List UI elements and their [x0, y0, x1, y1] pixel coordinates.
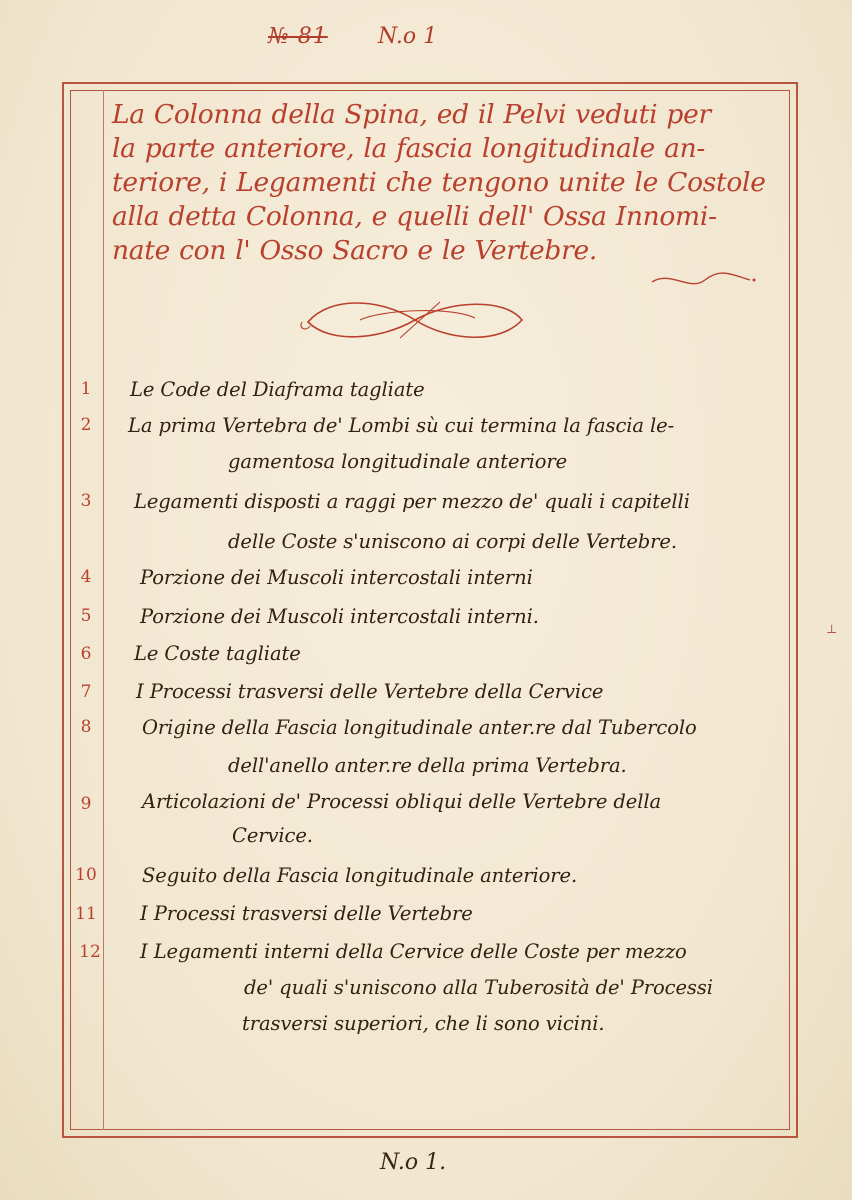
entry-number: 1	[80, 379, 92, 399]
footer-sheet-number: N.o 1.	[380, 1150, 447, 1175]
entry-text: Le Code del Diaframa tagliate	[130, 378, 425, 401]
entry-number: 7	[80, 682, 92, 702]
title-line: nate con l' Osso Sacro e le Vertebre.	[112, 235, 597, 266]
entry-number: 4	[80, 567, 92, 587]
entry-text: Le Coste tagliate	[134, 642, 301, 665]
entry-text: I Processi trasversi delle Vertebre	[140, 902, 473, 925]
margin-tick-mark-icon: ⊥	[826, 622, 838, 636]
page-title	[112, 98, 777, 268]
entry-text: I Legamenti interni della Cervice delle Coste per mezzo	[140, 940, 687, 963]
title-end-flourish-icon	[650, 268, 760, 294]
entry-text: trasversi superiori, che li sono vicini.	[242, 1012, 605, 1035]
calligraphic-ornament-icon	[300, 292, 530, 348]
entry-text: de' quali s'uniscono alla Tuberosità de' Processi	[244, 976, 713, 999]
entry-text: gamentosa longitudinale anteriore	[228, 450, 568, 473]
entry-number: 8	[80, 717, 92, 737]
old-catalog-number: № 81	[268, 24, 328, 49]
entry-text: Porzione dei Muscoli intercostali interni.	[140, 605, 539, 628]
entry-number: 5	[80, 606, 92, 626]
entry-number: 11	[75, 904, 97, 924]
title-line: alla detta Colonna, e quelli dell' Ossa Innomi-	[112, 201, 717, 232]
entry-text: Legamenti disposti a raggi per mezzo de' quali i capitelli	[134, 490, 690, 513]
entry-number: 12	[79, 942, 101, 962]
entry-number: 9	[80, 794, 92, 814]
sheet-number: N.o 1	[378, 24, 438, 49]
entry-number: 3	[80, 491, 92, 511]
entry-text: Cervice.	[232, 824, 313, 847]
entry-text: Origine della Fascia longitudinale anter.re dal Tubercolo	[142, 716, 697, 739]
title-line: la parte anteriore, la fascia longitudinale an-	[112, 133, 706, 164]
entry-text: I Processi trasversi delle Vertebre della Cervice	[136, 680, 604, 703]
entry-text: La prima Vertebra de' Lombi sù cui termina la fascia le-	[128, 414, 675, 437]
entry-text: dell'anello anter.re della prima Vertebra.	[228, 754, 627, 777]
entry-text: Seguito della Fascia longitudinale anteriore.	[142, 864, 578, 887]
entry-text: delle Coste s'uniscono ai corpi delle Vertebre.	[228, 530, 677, 553]
entry-number: 10	[75, 865, 97, 885]
entry-text: Porzione dei Muscoli intercostali interni	[140, 566, 533, 589]
title-line: teriore, i Legamenti che tengono unite le Costole	[112, 167, 766, 198]
entry-number: 2	[80, 415, 92, 435]
entry-number: 6	[80, 644, 92, 664]
entry-text: Articolazioni de' Processi obliqui delle Vertebre della	[142, 790, 662, 813]
title-line: La Colonna della Spina, ed il Pelvi veduti per	[112, 99, 711, 130]
